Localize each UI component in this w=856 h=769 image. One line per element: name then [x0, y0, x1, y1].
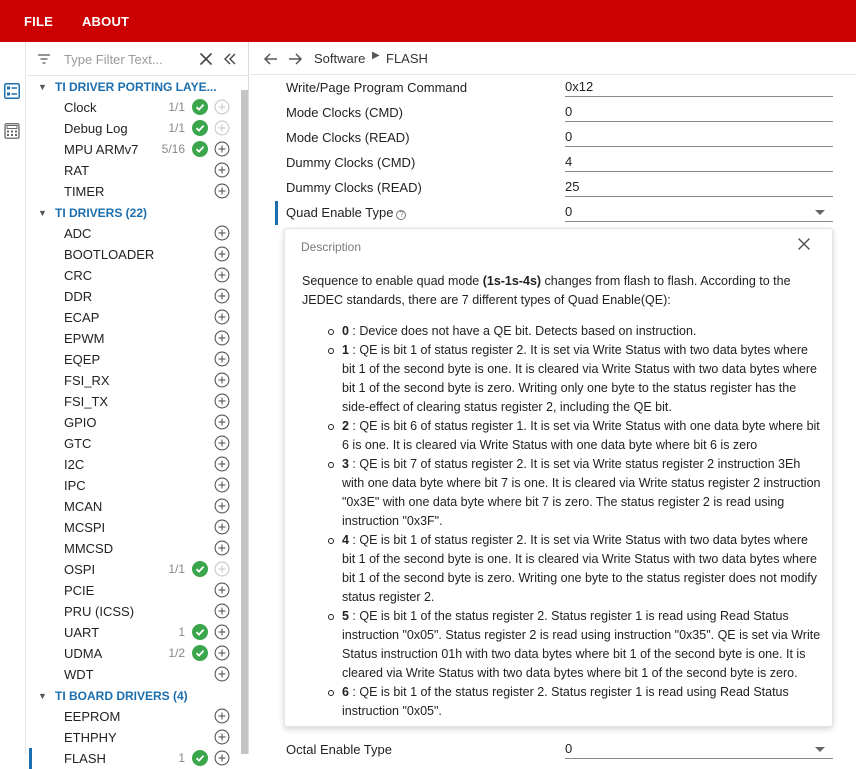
add-circle-icon[interactable]	[214, 288, 230, 304]
tree-category[interactable]	[27, 685, 249, 706]
tree-item[interactable]	[27, 349, 249, 370]
quad-enable-item: 4 : QE is bit 1 of status register 2. It is set via Write Status with two data bytes where bit 1 of the second byte is one. It is cleared via Write Status with two data bytes where bit 1 of the second byte is zero. Writing one byte to the status register does not modify status register 2.	[326, 531, 822, 607]
icon-rail	[0, 42, 26, 754]
config-row	[275, 150, 835, 175]
module-name: FSI_RX	[64, 373, 110, 388]
add-circle-icon[interactable]	[214, 477, 230, 493]
add-circle-icon[interactable]	[214, 582, 230, 598]
add-circle-icon[interactable]	[214, 351, 230, 367]
module-sidebar	[27, 42, 249, 766]
instance-count: 1/1	[168, 121, 185, 135]
forward-arrow-icon[interactable]	[287, 51, 303, 67]
quad-enable-item: 6 : QE is bit 1 of the status register 2. Status register 1 is read using Read Status instruction "0x05".	[326, 683, 822, 721]
module-name: I2C	[64, 457, 85, 472]
module-name: GTC	[64, 436, 92, 451]
module-name: OSPI	[64, 562, 96, 577]
instance-count: 1/2	[168, 646, 185, 660]
field-label: Dummy Clocks (READ)	[286, 180, 422, 195]
tree-item[interactable]	[27, 328, 249, 349]
help-icon[interactable]: ?	[396, 210, 406, 220]
field-select[interactable]: 0	[565, 740, 833, 759]
add-circle-icon[interactable]	[214, 708, 230, 724]
collapse-sidebar-icon[interactable]	[222, 51, 238, 67]
tree-item[interactable]	[27, 622, 249, 643]
module-name: Debug Log	[64, 121, 128, 136]
add-circle-icon[interactable]	[214, 666, 230, 682]
field-label: Dummy Clocks (CMD)	[286, 155, 416, 170]
field-input[interactable]: 0x12	[565, 78, 833, 97]
field-select[interactable]: 0	[565, 203, 833, 222]
tree-item[interactable]	[27, 517, 249, 538]
field-label: Mode Clocks (READ)	[286, 130, 410, 145]
breadcrumb-software[interactable]: Software	[314, 51, 366, 66]
module-name: FSI_TX	[64, 394, 109, 409]
tree-item[interactable]	[27, 748, 249, 769]
module-name: GPIO	[64, 415, 97, 430]
check-circle-icon	[192, 624, 208, 640]
tree-item[interactable]	[27, 538, 249, 559]
tree-item[interactable]	[27, 433, 249, 454]
module-name: RAT	[64, 163, 90, 178]
tree-item[interactable]	[27, 454, 249, 475]
filter-bar	[27, 42, 249, 76]
check-circle-icon	[192, 99, 208, 115]
module-name: MCAN	[64, 499, 103, 514]
add-circle-icon[interactable]	[214, 372, 230, 388]
quad-enable-item: 2 : QE is bit 6 of status register 1. It is set via Write Status with one data byte where bit 6 is one. It is cleared via Write Status with one data byte where bit 6 is zero	[326, 417, 822, 455]
tree-item[interactable]	[27, 601, 249, 622]
tree-item[interactable]	[27, 391, 249, 412]
module-name: EPWM	[64, 331, 105, 346]
add-circle-icon[interactable]	[214, 330, 230, 346]
instance-count: 1	[178, 751, 185, 765]
description-popup	[284, 228, 833, 727]
field-label: Mode Clocks (CMD)	[286, 105, 404, 120]
add-circle-icon[interactable]	[214, 729, 230, 745]
module-name: UDMA	[64, 646, 103, 661]
back-arrow-icon[interactable]	[263, 51, 279, 67]
add-circle-icon[interactable]	[214, 435, 230, 451]
add-circle-icon[interactable]	[214, 225, 230, 241]
add-circle-icon[interactable]	[214, 120, 230, 136]
config-row	[275, 175, 835, 200]
tree-item[interactable]	[27, 496, 249, 517]
description-body	[302, 272, 822, 721]
chevron-down-icon: ▼	[38, 81, 47, 92]
tree-item[interactable]	[27, 286, 249, 307]
instance-count: 1/1	[168, 100, 185, 114]
tree-item[interactable]	[27, 370, 249, 391]
module-name: FLASH	[64, 751, 106, 766]
config-row	[275, 737, 835, 762]
quad-enable-item: 1 : QE is bit 1 of status register 2. It is set via Write Status with two data bytes where bit 1 of the second byte is one. It is cleared via Write Status with two data bytes where bit 1 of the second byte is zero. Writing only one byte to the status register has the side-effect of clearing status register 2, including the QE bit.	[326, 341, 822, 417]
tree-item[interactable]	[27, 118, 249, 139]
add-circle-icon[interactable]	[214, 750, 230, 766]
tree-item[interactable]	[27, 265, 249, 286]
instance-count: 5/16	[161, 142, 185, 156]
tree-item[interactable]	[27, 727, 249, 748]
add-circle-icon[interactable]	[214, 141, 230, 157]
add-circle-icon[interactable]	[214, 99, 230, 115]
category-label: TI DRIVER PORTING LAYE...	[55, 79, 217, 94]
tree-item[interactable]	[27, 643, 249, 664]
tree-item[interactable]	[27, 139, 249, 160]
config-row	[275, 125, 835, 150]
add-circle-icon[interactable]	[214, 498, 230, 514]
category-label: TI BOARD DRIVERS (4)	[55, 688, 188, 703]
module-name: TIMER	[64, 184, 105, 199]
tree-item[interactable]	[27, 664, 249, 685]
add-circle-icon[interactable]	[214, 162, 230, 178]
file-menu[interactable]: FILE	[24, 13, 53, 29]
quad-enable-item: 3 : QE is bit 7 of status register 2. It is set via Write status register 2 instruction 3Eh with one data byte where bit 7 is one. It is cleared via Write status register 2 instruction "0x3E" with one data byte where bit 7 is zero. The status register 2 is read using instruction "0x3F".	[326, 455, 822, 531]
sidebar-scrollbar[interactable]	[241, 90, 248, 754]
add-circle-icon[interactable]	[214, 414, 230, 430]
about-menu[interactable]: ABOUT	[81, 13, 130, 29]
breadcrumb-flash: FLASH	[386, 51, 428, 66]
tree-item[interactable]	[27, 244, 249, 265]
quad-enable-item: 5 : QE is bit 1 of the status register 2. Status register 1 is read using Read Status instruction "0x05". Status register 2 is read using instruction "0x35". QE is set via Write Status instruction 01h with two data bytes where bit 1 of the second byte is one. It is cleared via Write Status with two data bytes where bit 1 of the second byte is zero.	[326, 607, 822, 683]
module-name: IPC	[64, 478, 86, 493]
description-heading: Description	[301, 240, 362, 254]
field-label: Octal Enable Type	[286, 742, 392, 757]
config-row	[275, 100, 835, 125]
module-name: ETHPHY	[64, 730, 117, 745]
module-name: WDT	[64, 667, 94, 682]
config-row	[275, 200, 835, 225]
check-circle-icon	[192, 141, 208, 157]
field-input[interactable]: 0	[565, 128, 833, 147]
tree-item[interactable]	[27, 223, 249, 244]
field-label: Quad Enable Type ?	[286, 205, 406, 220]
tree-item[interactable]	[27, 412, 249, 433]
tree-item[interactable]	[27, 181, 249, 202]
add-circle-icon[interactable]	[214, 183, 230, 199]
clear-filter-icon[interactable]	[198, 51, 214, 67]
add-circle-icon[interactable]	[214, 603, 230, 619]
tree-item[interactable]	[27, 97, 249, 118]
module-name: PRU (ICSS)	[64, 604, 135, 619]
module-name: EEPROM	[64, 709, 121, 724]
module-name: ECAP	[64, 310, 100, 325]
quad-enable-item: 0 : Device does not have a QE bit. Detects based on instruction.	[326, 322, 822, 341]
check-circle-icon	[192, 120, 208, 136]
breadcrumb-bar	[250, 42, 856, 75]
instance-count: 1/1	[168, 562, 185, 576]
add-circle-icon[interactable]	[214, 246, 230, 262]
module-name: CRC	[64, 268, 93, 283]
module-name: BOOTLOADER	[64, 247, 155, 262]
instance-count: 1	[178, 625, 185, 639]
module-name: ADC	[64, 226, 92, 241]
add-circle-icon[interactable]	[214, 645, 230, 661]
filter-input[interactable]	[64, 50, 192, 68]
tree-category[interactable]	[27, 202, 249, 223]
module-name: EQEP	[64, 352, 101, 367]
tree-item[interactable]	[27, 580, 249, 601]
software-view-icon[interactable]	[3, 82, 21, 100]
breadcrumb-separator-icon: ▶	[372, 50, 380, 61]
top-menu-bar	[0, 0, 856, 42]
module-name: MCSPI	[64, 520, 106, 535]
quad-enable-type-list	[302, 322, 822, 721]
module-tree	[27, 76, 249, 769]
field-input[interactable]: 0	[565, 103, 833, 122]
check-circle-icon	[192, 561, 208, 577]
add-circle-icon[interactable]	[214, 561, 230, 577]
close-description-icon[interactable]	[797, 237, 811, 251]
config-row	[275, 75, 835, 100]
chevron-down-icon: ▼	[38, 690, 47, 701]
field-input[interactable]: 25	[565, 178, 833, 197]
add-circle-icon[interactable]	[214, 393, 230, 409]
check-circle-icon	[192, 750, 208, 766]
tree-category[interactable]	[27, 76, 249, 97]
filter-icon	[37, 52, 51, 66]
module-name: DDR	[64, 289, 93, 304]
calculator-icon[interactable]	[3, 122, 21, 140]
add-circle-icon[interactable]	[214, 519, 230, 535]
add-circle-icon[interactable]	[214, 624, 230, 640]
module-name: MMCSD	[64, 541, 114, 556]
tree-item[interactable]	[27, 475, 249, 496]
module-name: MPU ARMv7	[64, 142, 139, 157]
chevron-down-icon: ▼	[38, 207, 47, 218]
description-intro: Sequence to enable quad mode (1s-1s-4s) changes from flash to flash. According to the JEDEC standards, there are 7 different types of Quad Enable(QE):	[302, 274, 791, 307]
tree-item[interactable]	[27, 706, 249, 727]
field-label: Write/Page Program Command	[286, 80, 468, 95]
tree-item[interactable]	[27, 307, 249, 328]
add-circle-icon[interactable]	[214, 540, 230, 556]
add-circle-icon[interactable]	[214, 267, 230, 283]
check-circle-icon	[192, 645, 208, 661]
module-name: Clock	[64, 100, 97, 115]
tree-item[interactable]	[27, 559, 249, 580]
add-circle-icon[interactable]	[214, 309, 230, 325]
tree-item[interactable]	[27, 160, 249, 181]
field-input[interactable]: 4	[565, 153, 833, 172]
category-label: TI DRIVERS (22)	[55, 205, 148, 220]
module-name: UART	[64, 625, 100, 640]
add-circle-icon[interactable]	[214, 456, 230, 472]
module-name: PCIE	[64, 583, 95, 598]
